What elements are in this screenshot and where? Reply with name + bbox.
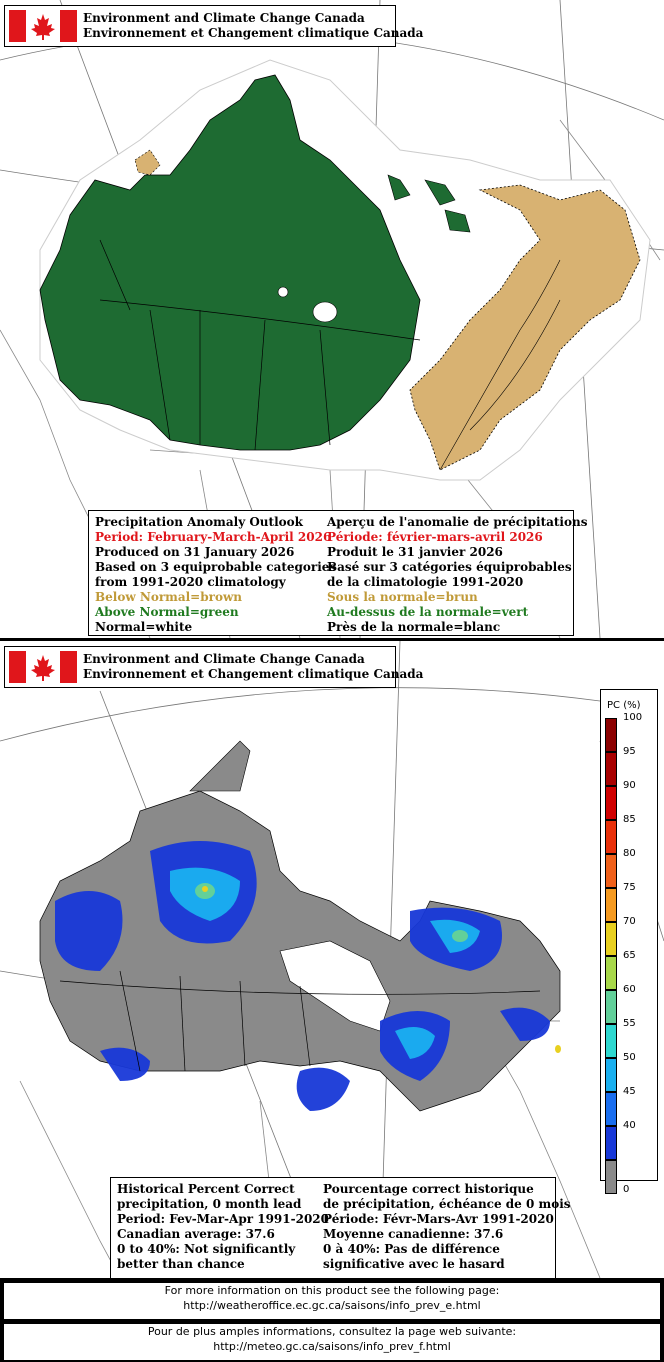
outlook-below-en: Below Normal=brown — [95, 590, 242, 604]
pc-line1-en: Historical Percent Correct — [117, 1182, 295, 1196]
colorbar-segment-85 — [605, 820, 617, 854]
pc-line3-fr: Période: Févr-Mars-Avr 1991-2020 — [323, 1212, 554, 1226]
outlook-basis1-fr: Basé sur 3 catégories équiprobables — [327, 560, 572, 574]
agency-name-fr: Environnement et Changement climatique Canada — [83, 26, 424, 40]
percent-correct-panel — [0, 641, 664, 1278]
colorbar-label-65: 65 — [623, 950, 636, 961]
colorbar-segment-90 — [605, 786, 617, 820]
colorbar-label-100: 100 — [623, 712, 643, 723]
pc-legend — [110, 1177, 571, 1278]
colorbar-label-0: 0 — [623, 1184, 630, 1195]
colorbar-title: PC (%) — [607, 700, 641, 711]
info-link-fr[interactable]: http://meteo.gc.ca/saisons/info_prev_f.html — [213, 1340, 451, 1353]
info-box-en — [3, 1282, 661, 1320]
pc-line4-en: Canadian average: 37.6 — [117, 1227, 275, 1241]
colorbar-segment-65 — [605, 956, 617, 990]
pc-line4-fr: Moyenne canadienne: 37.6 — [323, 1227, 504, 1241]
outlook-period-fr: Période: février-mars-avril 2026 — [327, 530, 543, 544]
colorbar-label-85: 85 — [623, 814, 636, 825]
outlook-produced-en: Produced on 31 January 2026 — [95, 545, 295, 559]
info-text-en: For more information on this product see the following page: — [164, 1284, 500, 1297]
outlook-basis2-en: from 1991-2020 climatology — [95, 575, 286, 589]
pc-line2-fr: de précipitation, échéance de 0 mois — [323, 1197, 571, 1211]
info-box-fr — [3, 1323, 661, 1361]
agency-header-bottom — [4, 646, 424, 688]
pc-line5-fr: 0 à 40%: Pas de différence — [323, 1242, 500, 1256]
colorbar-label-75: 75 — [623, 882, 636, 893]
colorbar-label-70: 70 — [623, 916, 636, 927]
canada-flag-icon — [9, 10, 77, 42]
info-link-en[interactable]: http://weatheroffice.ec.gc.ca/saisons/info_prev_e.html — [183, 1299, 481, 1312]
outlook-below-fr: Sous la normale=brun — [327, 590, 478, 604]
colorbar-segment-70 — [605, 922, 617, 956]
outlook-normal-fr: Près de la normale=blanc — [327, 620, 501, 634]
colorbar-segment-60 — [605, 990, 617, 1024]
outlook-normal-en: Normal=white — [95, 620, 193, 634]
outlook-produced-fr: Produit le 31 janvier 2026 — [327, 545, 503, 559]
pc-colorbar — [600, 689, 658, 1195]
outlook-title-fr: Aperçu de l'anomalie de précipitations — [327, 515, 588, 529]
colorbar-label-55: 55 — [623, 1018, 636, 1029]
pc-line6-en: better than chance — [117, 1257, 245, 1271]
pc-line3-en: Period: Fev-Mar-Apr 1991-2020 — [117, 1212, 330, 1226]
colorbar-label-95: 95 — [623, 746, 636, 757]
canada-flag-icon — [9, 651, 77, 683]
outlook-period-en: Period: February-March-April 2026 — [95, 530, 332, 544]
colorbar-segment-50 — [605, 1058, 617, 1092]
pc-line5-en: 0 to 40%: Not significantly — [117, 1242, 296, 1256]
info-text-fr: Pour de plus amples informations, consultez la page web suivante: — [147, 1325, 517, 1338]
colorbar-segment-100 — [605, 718, 617, 752]
colorbar-segment-80 — [605, 854, 617, 888]
colorbar-label-40: 40 — [623, 1120, 636, 1131]
colorbar-label-50: 50 — [623, 1052, 636, 1063]
outlook-above-fr: Au-dessus de la normale=vert — [327, 605, 529, 619]
pc-line2-en: precipitation, 0 month lead — [117, 1197, 302, 1211]
colorbar-label-80: 80 — [623, 848, 636, 859]
outlook-above-en: Above Normal=green — [95, 605, 239, 619]
precip-outlook-panel — [0, 0, 664, 638]
outlook-title-en: Precipitation Anomaly Outlook — [95, 515, 303, 529]
agency-name-en: Environment and Climate Change Canada — [83, 11, 365, 25]
colorbar-segment-0 — [605, 1160, 617, 1194]
colorbar-segment-55 — [605, 1024, 617, 1058]
pc-line6-fr: significative avec le hasard — [323, 1257, 505, 1271]
agency-header — [4, 5, 424, 47]
colorbar-label-60: 60 — [623, 984, 636, 995]
outlook-basis1-en: Based on 3 equiprobable categories — [95, 560, 337, 574]
colorbar-label-90: 90 — [623, 780, 636, 791]
pc-line1-fr: Pourcentage correct historique — [323, 1182, 534, 1196]
colorbar-label-45: 45 — [623, 1086, 636, 1097]
colorbar-segment-45 — [605, 1092, 617, 1126]
colorbar-segment-95 — [605, 752, 617, 786]
outlook-basis2-fr: de la climatologie 1991-2020 — [327, 575, 524, 589]
colorbar-segment-40 — [605, 1126, 617, 1160]
agency-name-fr-bottom: Environnement et Changement climatique Canada — [83, 667, 424, 681]
agency-name-en-bottom: Environment and Climate Change Canada — [83, 652, 365, 666]
colorbar-segment-75 — [605, 888, 617, 922]
outlook-legend — [88, 510, 588, 636]
